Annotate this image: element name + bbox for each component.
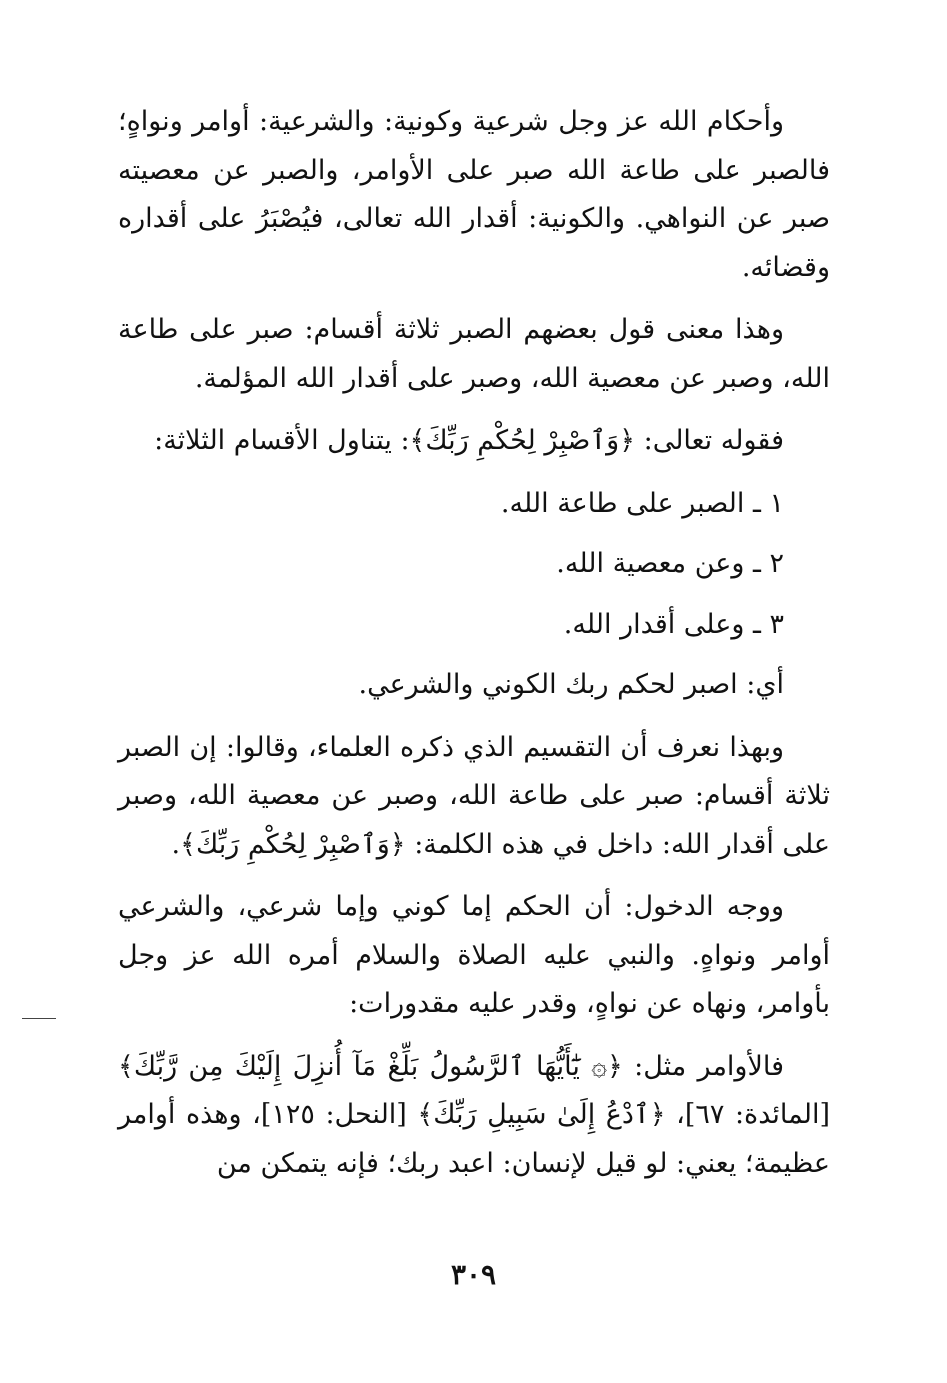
paragraph-summary: أي: اصبر لحكم ربك الكوني والشرعي. xyxy=(358,669,784,700)
paragraph-rulings: وأحكام الله عز وجل شرعية وكونية: والشرعية: أوامر ونواهٍ؛ فالصبر على طاعة الله صبر على الأوامر، والصبر عن معصيته صبر عن النواهي. والكونية: أقدار الله تعالى، فيُصْبَرُ على أقداره وقضائه. xyxy=(118,106,830,283)
list-item: ١ ـ الصبر على طاعة الله. xyxy=(500,487,784,519)
paragraph-entry-aspect: ووجه الدخول: أن الحكم إما كوني وإما شرعي، والشرعي أوامر ونواهٍ. والنبي عليه الصلاة والسلام أمره الله عز وجل بأوامر، ونهاه عن نواهٍ، وقدر عليه مقدورات: xyxy=(118,891,830,1019)
paragraph-scholars-division: وبهذا نعرف أن التقسيم الذي ذكره العلماء، وقالوا: إن الصبر ثلاثة أقسام: صبر على طاعة الله، وصبر عن معصية الله، وصبر على أقدار الله: داخل في هذه الكلمة: ﴿وَٱصْبِرْ لِحُكْمِ رَبِّكَ﴾. xyxy=(118,731,830,860)
paragraph-three-types: وهذا معنى قول بعضهم الصبر ثلاثة أقسام: صبر على طاعة الله، وصبر عن معصية الله، وصبر على أقدار الله المؤلمة. xyxy=(118,314,830,394)
list-item: ٢ ـ وعن معصية الله. xyxy=(556,548,784,579)
paragraph-commands: فالأوامر مثل: ﴿۞ يَٰٓأَيُّهَا ٱلرَّسُولُ بَلِّغْ مَآ أُنزِلَ إِلَيْكَ مِن رَّبِّكَ﴾ [المائدة: ٦٧]، ﴿ٱدْعُ إِلَىٰ سَبِيلِ رَبِّكَ﴾ [النحل: ١٢٥]، وهذه أوامر عظيمة؛ يعني: لو قيل لإنسان: اعبد ربك؛ فإنه يتمكن من xyxy=(118,1050,830,1179)
numbered-list xyxy=(118,480,830,650)
page-body xyxy=(118,98,830,1202)
page-number: ٣٠٩ xyxy=(450,1258,497,1291)
paragraph-verse-intro: فقوله تعالى: ﴿وَٱصْبِرْ لِحُكْمِ رَبِّكَ﴾: يتناول الأقسام الثلاثة: xyxy=(154,425,784,456)
list-item: ٣ ـ وعلى أقدار الله. xyxy=(563,608,784,640)
margin-rule xyxy=(22,1018,56,1019)
